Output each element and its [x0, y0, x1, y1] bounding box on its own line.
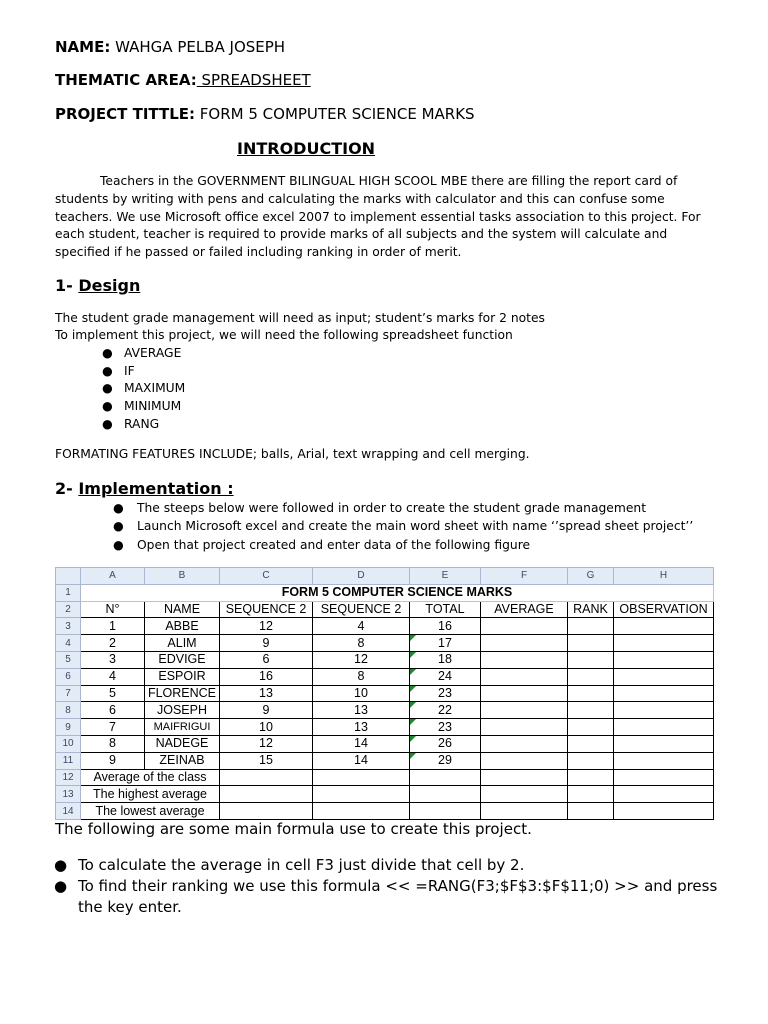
cell[interactable]: [481, 752, 568, 769]
implementation-heading: [55, 479, 234, 498]
function-item: ● AVERAGE: [102, 346, 182, 360]
cell[interactable]: FLORENCE: [145, 685, 220, 702]
table-row: [56, 803, 714, 820]
column-header[interactable]: G: [568, 568, 614, 585]
header-cell[interactable]: AVERAGE: [481, 601, 568, 618]
cell[interactable]: 7: [81, 719, 145, 736]
column-header[interactable]: F: [481, 568, 568, 585]
name-value: WAHGA PELBA JOSEPH: [110, 38, 286, 56]
thematic-value: SPREADSHEET: [196, 71, 311, 89]
cell[interactable]: [481, 803, 568, 820]
cell[interactable]: [220, 786, 313, 803]
cell[interactable]: EDVIGE: [145, 651, 220, 668]
cell[interactable]: [568, 668, 614, 685]
cell[interactable]: [614, 668, 714, 685]
cell[interactable]: [481, 651, 568, 668]
cell[interactable]: [481, 735, 568, 752]
cell[interactable]: ZEINAB: [145, 752, 220, 769]
cell[interactable]: [481, 685, 568, 702]
cell[interactable]: JOSEPH: [145, 702, 220, 719]
cell[interactable]: [313, 786, 410, 803]
column-header[interactable]: A: [81, 568, 145, 585]
table-row: [56, 735, 714, 752]
function-item: ● RANG: [102, 417, 160, 431]
cell[interactable]: [568, 719, 614, 736]
cell[interactable]: [481, 719, 568, 736]
table-row: [56, 668, 714, 685]
cell[interactable]: [568, 752, 614, 769]
header-cell[interactable]: OBSERVATION: [614, 601, 714, 618]
row-header[interactable]: 1: [56, 584, 81, 601]
cell[interactable]: [614, 702, 714, 719]
bullet-icon: ●: [54, 856, 68, 874]
cell[interactable]: [614, 685, 714, 702]
cell[interactable]: 24: [410, 668, 481, 685]
cell[interactable]: [568, 702, 614, 719]
header-cell[interactable]: SEQUENCE 2: [313, 601, 410, 618]
project-line: [55, 105, 475, 123]
bullet-icon: ●: [54, 877, 68, 895]
cell[interactable]: 1: [81, 618, 145, 635]
cell[interactable]: [614, 651, 714, 668]
cell[interactable]: [410, 786, 481, 803]
formatting-features: FORMATING FEATURES INCLUDE; balls, Arial, text wrapping and cell merging.: [55, 447, 530, 461]
column-header[interactable]: E: [410, 568, 481, 585]
cell[interactable]: [614, 786, 714, 803]
cell[interactable]: 9: [220, 702, 313, 719]
cell[interactable]: [481, 769, 568, 786]
table-row: [56, 752, 714, 769]
cell[interactable]: 16: [410, 618, 481, 635]
row-header[interactable]: 2: [56, 601, 81, 618]
bullet-icon: ●: [102, 399, 113, 413]
table-row: [56, 719, 714, 736]
thematic-line: [55, 71, 311, 89]
cell[interactable]: [568, 769, 614, 786]
design-line-2: To implement this project, we will need the following spreadsheet function: [55, 328, 513, 342]
function-item: ● IF: [102, 364, 135, 378]
cell[interactable]: [614, 769, 714, 786]
row-header[interactable]: 3: [56, 618, 81, 635]
thematic-label: THEMATIC AREA:: [55, 71, 197, 89]
cell[interactable]: 13: [220, 685, 313, 702]
select-all-corner[interactable]: [56, 568, 81, 585]
cell[interactable]: 10: [220, 719, 313, 736]
formulas-intro: The following are some main formula use to create this project.: [55, 820, 532, 838]
row-header[interactable]: 5: [56, 651, 81, 668]
header-cell[interactable]: RANK: [568, 601, 614, 618]
cell[interactable]: [313, 769, 410, 786]
row-header[interactable]: 8: [56, 702, 81, 719]
cell[interactable]: 2: [81, 635, 145, 652]
header-cell[interactable]: N°: [81, 601, 145, 618]
cell[interactable]: 4: [313, 618, 410, 635]
cell[interactable]: 14: [313, 752, 410, 769]
column-header-row: [56, 568, 714, 585]
cell[interactable]: [614, 719, 714, 736]
cell[interactable]: [481, 786, 568, 803]
cell[interactable]: [220, 769, 313, 786]
cell[interactable]: 8: [81, 735, 145, 752]
cell[interactable]: 6: [220, 651, 313, 668]
row-header[interactable]: 10: [56, 735, 81, 752]
step-item: ● Open that project created and enter data of the following figure: [113, 538, 531, 552]
table-row: [56, 786, 714, 803]
cell[interactable]: 15: [220, 752, 313, 769]
cell[interactable]: [614, 618, 714, 635]
cell[interactable]: 26: [410, 735, 481, 752]
bullet-icon: ●: [102, 417, 113, 431]
bullet-icon: ●: [113, 501, 124, 515]
column-header[interactable]: C: [220, 568, 313, 585]
cell[interactable]: [614, 635, 714, 652]
implementation-number: 2-: [55, 479, 79, 498]
sheet-title[interactable]: FORM 5 COMPUTER SCIENCE MARKS: [81, 584, 714, 601]
cell[interactable]: ESPOIR: [145, 668, 220, 685]
cell[interactable]: [568, 685, 614, 702]
function-item: ● MAXIMUM: [102, 381, 186, 395]
cell[interactable]: 8: [313, 635, 410, 652]
step-item: ● Launch Microsoft excel and create the main word sheet with name ‘’spread sheet project’’: [113, 519, 694, 533]
cell[interactable]: 4: [81, 668, 145, 685]
spreadsheet-figure: [55, 567, 714, 820]
row-header[interactable]: 12: [56, 769, 81, 786]
cell[interactable]: ABBE: [145, 618, 220, 635]
step-item: ● The steeps below were followed in order to create the student grade management: [113, 501, 647, 515]
design-line-1: The student grade management will need as input; student’s marks for 2 notes: [55, 311, 545, 325]
cell[interactable]: 3: [81, 651, 145, 668]
design-heading: [55, 276, 140, 295]
cell[interactable]: 5: [81, 685, 145, 702]
implementation-title: Implementation :: [78, 479, 234, 498]
cell[interactable]: [313, 803, 410, 820]
cell[interactable]: 16: [220, 668, 313, 685]
cell[interactable]: [568, 651, 614, 668]
intro-paragraph: Teachers in the GOVERNMENT BILINGUAL HIGH SCOOL MBE there are filling the report card of students by writing with pens and calculating the marks with calculator and this can confuse some teachers. We use Microsoft office excel 2007 to implement essential tasks association to this project. For each student, teacher is required to provide marks of all subjects and the system will calculate and specified if he passed or failed including ranking in order of merit.: [55, 174, 701, 260]
row-header[interactable]: 14: [56, 803, 81, 820]
cell[interactable]: 13: [313, 719, 410, 736]
cell[interactable]: ALIM: [145, 635, 220, 652]
cell[interactable]: [481, 635, 568, 652]
column-header[interactable]: B: [145, 568, 220, 585]
function-item: ● MINIMUM: [102, 399, 182, 413]
header-cell[interactable]: TOTAL: [410, 601, 481, 618]
formula-item: ● To find their ranking we use this formula << =RANG(F3;$F$3:$F$11;0) >> and press the key enter.: [54, 877, 718, 916]
table-row: [56, 584, 714, 601]
table-row: [56, 769, 714, 786]
cell[interactable]: 14: [313, 735, 410, 752]
row-header[interactable]: 6: [56, 668, 81, 685]
cell[interactable]: NADEGE: [145, 735, 220, 752]
column-header[interactable]: D: [313, 568, 410, 585]
cell[interactable]: [220, 803, 313, 820]
cell[interactable]: [614, 803, 714, 820]
cell[interactable]: [481, 668, 568, 685]
cell[interactable]: [568, 635, 614, 652]
table-row: [56, 651, 714, 668]
cell[interactable]: 13: [313, 702, 410, 719]
cell[interactable]: 12: [220, 618, 313, 635]
formula-item: ● To calculate the average in cell F3 just divide that cell by 2.: [54, 856, 525, 874]
cell[interactable]: 17: [410, 635, 481, 652]
cell[interactable]: 6: [81, 702, 145, 719]
cell[interactable]: 8: [313, 668, 410, 685]
cell[interactable]: [481, 702, 568, 719]
cell[interactable]: [568, 786, 614, 803]
table-row: [56, 601, 714, 618]
cell[interactable]: 9: [220, 635, 313, 652]
cell[interactable]: 23: [410, 685, 481, 702]
cell[interactable]: 12: [220, 735, 313, 752]
project-label: PROJECT TITTLE:: [55, 105, 196, 123]
table-row: [56, 702, 714, 719]
summary-label[interactable]: The lowest average: [81, 803, 220, 820]
bullet-icon: ●: [113, 519, 124, 533]
design-number: 1-: [55, 276, 79, 295]
header-cell[interactable]: NAME: [145, 601, 220, 618]
row-header[interactable]: 7: [56, 685, 81, 702]
intro-title: INTRODUCTION: [237, 139, 376, 158]
cell[interactable]: [614, 735, 714, 752]
bullet-icon: ●: [113, 538, 124, 552]
cell[interactable]: [568, 803, 614, 820]
row-header[interactable]: 4: [56, 635, 81, 652]
name-label: NAME:: [55, 38, 111, 56]
cell[interactable]: 9: [81, 752, 145, 769]
cell[interactable]: 12: [313, 651, 410, 668]
bullet-icon: ●: [102, 381, 113, 395]
row-header[interactable]: 13: [56, 786, 81, 803]
cell[interactable]: [410, 769, 481, 786]
bullet-icon: ●: [102, 346, 113, 360]
table-row: [56, 635, 714, 652]
cell[interactable]: 29: [410, 752, 481, 769]
summary-label[interactable]: The highest average: [81, 786, 220, 803]
row-header[interactable]: 9: [56, 719, 81, 736]
cell[interactable]: [410, 803, 481, 820]
cell[interactable]: [568, 735, 614, 752]
cell[interactable]: MAIFRIGUI: [145, 719, 220, 736]
cell[interactable]: [614, 752, 714, 769]
row-header[interactable]: 11: [56, 752, 81, 769]
column-header[interactable]: H: [614, 568, 714, 585]
table-row: [56, 618, 714, 635]
cell[interactable]: [481, 618, 568, 635]
name-line: [55, 38, 285, 56]
cell[interactable]: 22: [410, 702, 481, 719]
cell[interactable]: 10: [313, 685, 410, 702]
summary-label[interactable]: Average of the class: [81, 769, 220, 786]
table-row: [56, 685, 714, 702]
bullet-icon: ●: [102, 364, 113, 378]
design-title: Design: [78, 276, 141, 295]
cell[interactable]: 18: [410, 651, 481, 668]
cell[interactable]: 23: [410, 719, 481, 736]
cell[interactable]: [568, 618, 614, 635]
header-cell[interactable]: SEQUENCE 2: [220, 601, 313, 618]
project-value: FORM 5 COMPUTER SCIENCE MARKS: [195, 105, 475, 123]
